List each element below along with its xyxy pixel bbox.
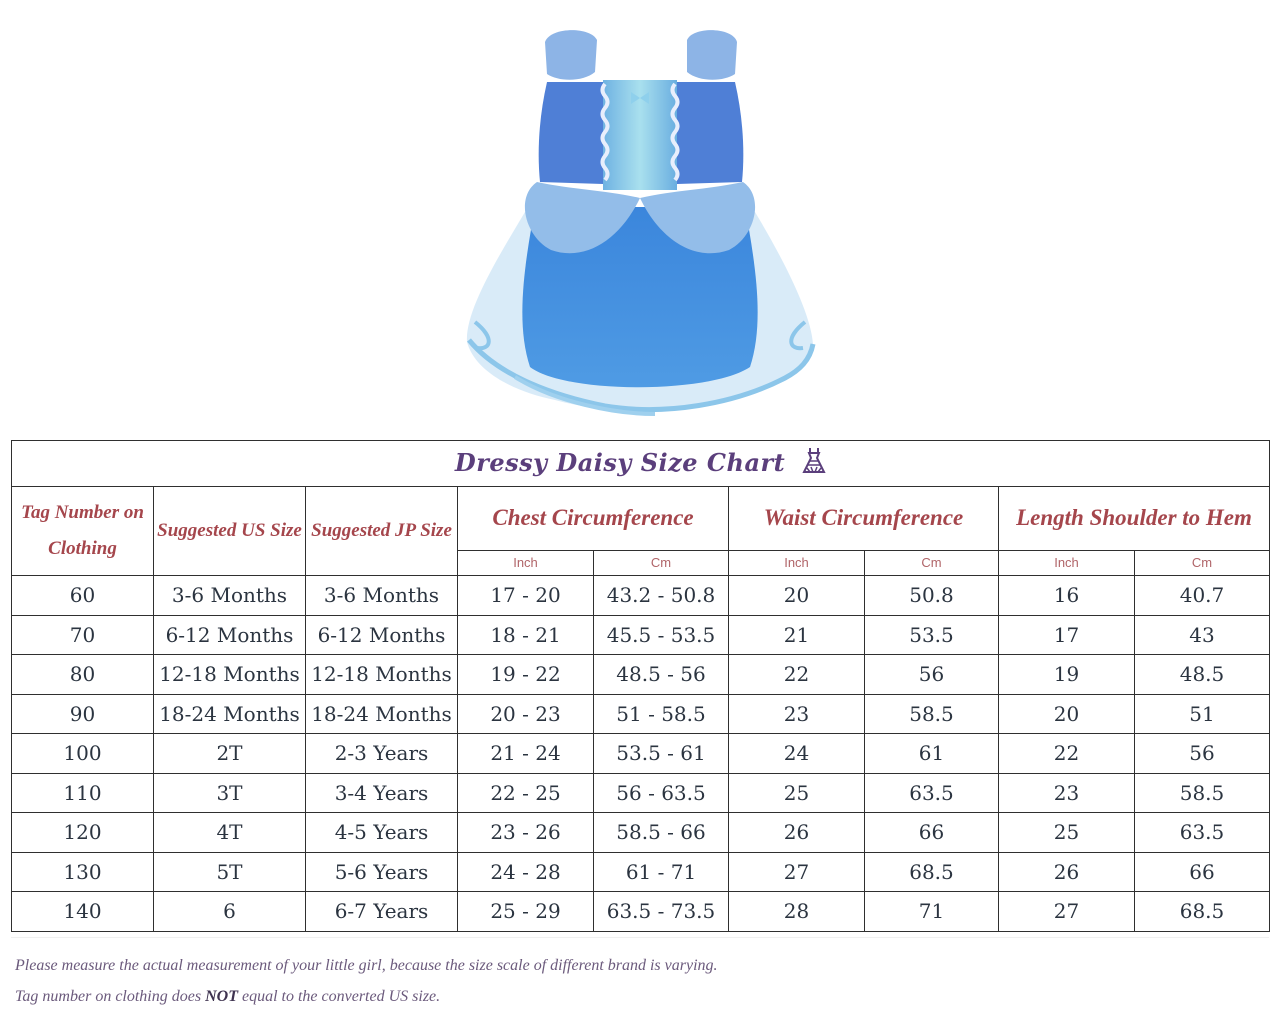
cell-waist-cm: 68.5 xyxy=(865,852,999,892)
cell-jp-size: 12-18 Months xyxy=(306,655,458,695)
subheader-chest-inch: Inch xyxy=(458,550,594,575)
cell-jp-size: 6-12 Months xyxy=(306,615,458,655)
header-tag-number: Tag Number on Clothing xyxy=(12,487,154,576)
size-chart-table xyxy=(11,440,1270,932)
cell-waist-inch: 23 xyxy=(729,694,865,734)
cell-chest-inch: 18 - 21 xyxy=(458,615,594,655)
note-tag-warning-prefix: Tag number on clothing does xyxy=(15,988,206,1005)
cell-us-size: 3T xyxy=(154,773,306,813)
cell-length-cm: 51 xyxy=(1135,694,1270,734)
table-row xyxy=(12,615,1270,655)
header-waist: Waist Circumference xyxy=(729,487,999,551)
cell-length-inch: 17 xyxy=(999,615,1135,655)
header-chest: Chest Circumference xyxy=(458,487,729,551)
cell-chest-cm: 43.2 - 50.8 xyxy=(594,576,729,616)
cell-chest-inch: 24 - 28 xyxy=(458,852,594,892)
cell-jp-size: 3-6 Months xyxy=(306,576,458,616)
cell-us-size: 6-12 Months xyxy=(154,615,306,655)
cell-tag-number: 110 xyxy=(12,773,154,813)
cell-chest-cm: 58.5 - 66 xyxy=(594,813,729,853)
cell-waist-cm: 61 xyxy=(865,734,999,774)
cell-length-inch: 22 xyxy=(999,734,1135,774)
cell-tag-number: 100 xyxy=(12,734,154,774)
subheader-length-inch: Inch xyxy=(999,550,1135,575)
table-row xyxy=(12,655,1270,695)
header-jp-size: Suggested JP Size xyxy=(306,487,458,576)
cell-chest-cm: 63.5 - 73.5 xyxy=(594,892,729,932)
cell-chest-inch: 19 - 22 xyxy=(458,655,594,695)
table-row xyxy=(12,813,1270,853)
cell-chest-cm: 53.5 - 61 xyxy=(594,734,729,774)
cell-waist-cm: 53.5 xyxy=(865,615,999,655)
subheader-waist-cm: Cm xyxy=(865,550,999,575)
footnotes xyxy=(15,955,1015,1017)
cell-length-inch: 23 xyxy=(999,773,1135,813)
cell-chest-cm: 48.5 - 56 xyxy=(594,655,729,695)
chart-title-text: Dressy Daisy Size Chart xyxy=(454,447,786,477)
cell-chest-cm: 51 - 58.5 xyxy=(594,694,729,734)
subheader-length-cm: Cm xyxy=(1135,550,1270,575)
subheader-chest-cm: Cm xyxy=(594,550,729,575)
cell-jp-size: 3-4 Years xyxy=(306,773,458,813)
cell-chest-cm: 61 - 71 xyxy=(594,852,729,892)
cell-length-cm: 48.5 xyxy=(1135,655,1270,695)
cell-length-cm: 63.5 xyxy=(1135,813,1270,853)
cell-us-size: 18-24 Months xyxy=(154,694,306,734)
cell-tag-number: 70 xyxy=(12,615,154,655)
cell-waist-inch: 22 xyxy=(729,655,865,695)
header-length: Length Shoulder to Hem xyxy=(999,487,1270,551)
cell-jp-size: 6-7 Years xyxy=(306,892,458,932)
cell-tag-number: 120 xyxy=(12,813,154,853)
cell-length-cm: 58.5 xyxy=(1135,773,1270,813)
cell-length-inch: 20 xyxy=(999,694,1135,734)
cell-chest-inch: 17 - 20 xyxy=(458,576,594,616)
cell-length-cm: 43 xyxy=(1135,615,1270,655)
subheader-waist-inch: Inch xyxy=(729,550,865,575)
cell-waist-inch: 24 xyxy=(729,734,865,774)
cell-us-size: 4T xyxy=(154,813,306,853)
cell-chest-inch: 20 - 23 xyxy=(458,694,594,734)
cell-chest-inch: 22 - 25 xyxy=(458,773,594,813)
product-image xyxy=(455,22,825,422)
table-row xyxy=(12,694,1270,734)
cell-waist-inch: 25 xyxy=(729,773,865,813)
cell-length-inch: 19 xyxy=(999,655,1135,695)
cell-chest-cm: 45.5 - 53.5 xyxy=(594,615,729,655)
dress-icon xyxy=(802,447,826,481)
note-tag-warning xyxy=(15,986,1015,1017)
cell-length-cm: 66 xyxy=(1135,852,1270,892)
cell-tag-number: 140 xyxy=(12,892,154,932)
divider xyxy=(11,937,1269,938)
cell-us-size: 6 xyxy=(154,892,306,932)
cell-us-size: 2T xyxy=(154,734,306,774)
cell-tag-number: 80 xyxy=(12,655,154,695)
cell-waist-cm: 63.5 xyxy=(865,773,999,813)
cell-length-inch: 16 xyxy=(999,576,1135,616)
cell-chest-cm: 56 - 63.5 xyxy=(594,773,729,813)
cell-jp-size: 5-6 Years xyxy=(306,852,458,892)
cell-jp-size: 2-3 Years xyxy=(306,734,458,774)
note-measure: Please measure the actual measurement of your little girl, because the size scale of different brand is varying. xyxy=(15,957,718,974)
cell-length-inch: 25 xyxy=(999,813,1135,853)
cell-chest-inch: 21 - 24 xyxy=(458,734,594,774)
table-row xyxy=(12,773,1270,813)
cell-length-inch: 26 xyxy=(999,852,1135,892)
header-us-size: Suggested US Size xyxy=(154,487,306,576)
cell-tag-number: 90 xyxy=(12,694,154,734)
table-row xyxy=(12,892,1270,932)
cell-length-inch: 27 xyxy=(999,892,1135,932)
note-emphasis: NOT xyxy=(205,988,238,1005)
cell-jp-size: 18-24 Months xyxy=(306,694,458,734)
table-row xyxy=(12,734,1270,774)
cell-length-cm: 68.5 xyxy=(1135,892,1270,932)
cell-us-size: 12-18 Months xyxy=(154,655,306,695)
cell-waist-cm: 71 xyxy=(865,892,999,932)
note-tag-warning-suffix: equal to the converted US size. xyxy=(237,988,441,1005)
cell-length-cm: 40.7 xyxy=(1135,576,1270,616)
dress-illustration xyxy=(455,22,825,422)
cell-waist-inch: 20 xyxy=(729,576,865,616)
cell-waist-cm: 50.8 xyxy=(865,576,999,616)
cell-jp-size: 4-5 Years xyxy=(306,813,458,853)
cell-length-cm: 56 xyxy=(1135,734,1270,774)
cell-waist-inch: 27 xyxy=(729,852,865,892)
cell-waist-inch: 21 xyxy=(729,615,865,655)
cell-us-size: 3-6 Months xyxy=(154,576,306,616)
cell-chest-inch: 25 - 29 xyxy=(458,892,594,932)
cell-waist-cm: 58.5 xyxy=(865,694,999,734)
cell-waist-cm: 66 xyxy=(865,813,999,853)
cell-chest-inch: 23 - 26 xyxy=(458,813,594,853)
cell-waist-inch: 26 xyxy=(729,813,865,853)
cell-tag-number: 130 xyxy=(12,852,154,892)
chart-title xyxy=(12,441,1270,487)
cell-waist-cm: 56 xyxy=(865,655,999,695)
table-row xyxy=(12,576,1270,616)
cell-us-size: 5T xyxy=(154,852,306,892)
cell-tag-number: 60 xyxy=(12,576,154,616)
table-row xyxy=(12,852,1270,892)
size-rows xyxy=(12,576,1270,932)
cell-waist-inch: 28 xyxy=(729,892,865,932)
